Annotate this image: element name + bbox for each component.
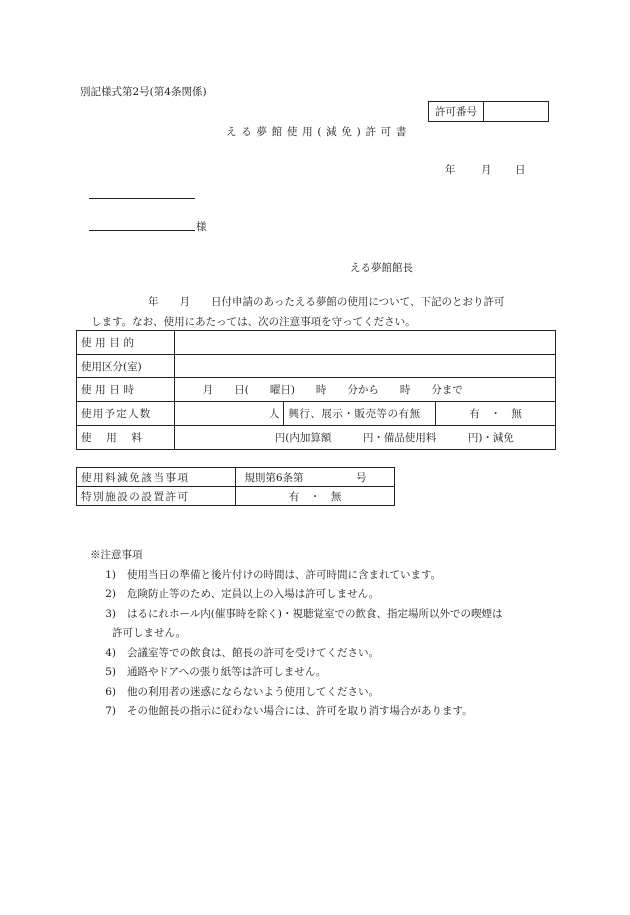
intro-line-2: します。なお、使用にあたっては、次の注意事項を守ってください。 [91, 316, 416, 328]
purpose-field[interactable] [174, 331, 555, 355]
note-item: 5) 通路やドアへの張り紙等は許可しません。 [105, 666, 327, 678]
exemption-label: 使用料減免該当事項 [77, 468, 236, 487]
recipient-line-1[interactable] [89, 198, 195, 199]
facility-field[interactable]: 有 ・ 無 [236, 487, 395, 506]
intro-line-1: 年 月 日付申請のあったえる夢館の使用について、下記のとおり許可 [148, 296, 505, 308]
category-label: 使用区分(室) [77, 355, 175, 378]
event-field[interactable]: 有 ・ 無 [436, 402, 556, 426]
note-item: 6) 他の利用者の迷惑にならないよう使用してください。 [105, 685, 379, 698]
note-item: 2) 危険防止等のため、定員以上の入場は許可しません。 [105, 588, 380, 600]
permit-number-box [428, 101, 549, 122]
fee-field[interactable]: 円(内加算額 円・備品使用料 円)・減免 [174, 426, 555, 450]
datetime-label: 使用日時 [77, 378, 175, 402]
date-year: 年 [445, 164, 456, 176]
form-number-label: 別記様式第2号(第4条関係) [80, 86, 207, 98]
permit-number-field[interactable] [484, 102, 549, 122]
exemption-table [76, 467, 395, 506]
notes-section [90, 546, 502, 722]
document-title: える夢館使用(減免)許可書 [226, 126, 412, 138]
usage-table [76, 330, 556, 450]
facility-label: 特別施設の設置許可 [77, 487, 236, 506]
datetime-field[interactable]: 月 日( 曜日) 時 分から 時 分まで [174, 378, 555, 402]
event-label: 興行、展示・販売等の有無 [284, 402, 436, 426]
date-month: 月 [481, 164, 492, 176]
category-field[interactable] [174, 355, 555, 378]
note-item: 7) その他館長の指示に従わない場合には、許可を取り消す場合があります。 [105, 705, 473, 717]
purpose-label: 使用目的 [77, 331, 175, 355]
notes-heading: ※注意事項 [90, 549, 143, 561]
fee-label: 使用料 [77, 426, 175, 450]
recipient-line-2[interactable] [89, 230, 195, 231]
recipient-suffix: 様 [196, 221, 207, 233]
note-item-continuation: 許可しません。 [112, 627, 187, 639]
permit-number-label: 許可番号 [429, 102, 484, 122]
exemption-field[interactable]: 規則第6条第 号 [236, 468, 395, 487]
note-item: 4) 会議室等での飲食は、館長の許可を受けてください。 [105, 646, 379, 659]
note-item: 1) 使用当日の準備と後片付けの時間は、許可時間に含まれています。 [105, 568, 442, 581]
date-day: 日 [515, 164, 526, 176]
people-label: 使用予定人数 [77, 402, 175, 426]
note-item: 3) はるにれホール内(催事時を除く)・視聴覚室での飲食、指定場所以外での喫煙は [105, 607, 503, 620]
issuer-name: える夢館館長 [350, 262, 413, 274]
people-field[interactable]: 人 [174, 402, 284, 426]
